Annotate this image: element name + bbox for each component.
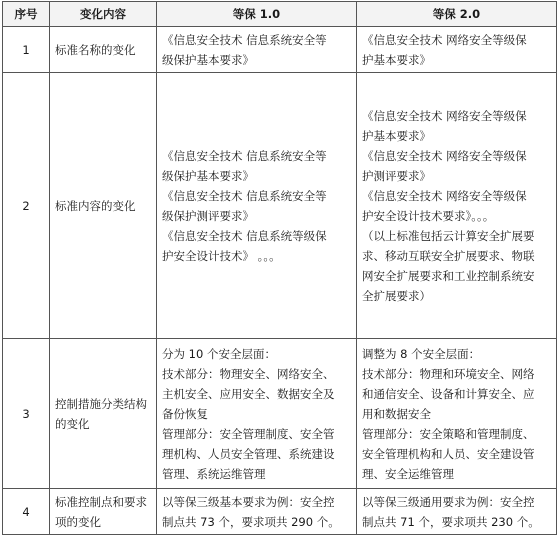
v2-line: 全扩展要求） — [362, 288, 431, 303]
v2-line: 《信息安全技术 网络安全等级保 — [362, 188, 527, 203]
v2-line: 和通信安全、设备和计算安全、应 — [362, 386, 535, 401]
row-number: 3 — [3, 339, 50, 489]
v2-line: 网安全扩展要求和工业控制系统安 — [362, 268, 535, 283]
v1-line: 分为 10 个安全层面： — [162, 346, 276, 361]
v2-cell — [357, 27, 557, 73]
v2-line: 管理部分：安全策略和管理制度、 — [362, 426, 535, 441]
v1-line: 理机构、人员安全管理、系统建设 — [162, 446, 335, 461]
header-item: 变化内容 — [50, 2, 157, 27]
change-item: 标准名称的变化 — [50, 27, 157, 73]
header-no: 序号 — [3, 2, 50, 27]
v1-cell — [157, 339, 357, 489]
v2-cell — [357, 339, 557, 489]
header-v2: 等保 2.0 — [357, 2, 557, 27]
v2-line: 护测评要求》 — [362, 168, 431, 183]
v2-line: 求、移动互联安全扩展要求、物联 — [362, 248, 535, 263]
v2-line: 理、安全运维管理 — [362, 466, 454, 481]
v2-cell — [357, 489, 557, 535]
v1-line: 级保护测评要求》 — [162, 208, 254, 223]
v1-line: 制点共 73 个，要求项共 290 个。 — [162, 514, 340, 529]
v1-line: 备份恢复 — [162, 406, 208, 421]
v1-cell — [157, 73, 357, 339]
v2-line: 护基本要求》 — [362, 128, 431, 143]
v2-line: 安全管理机构和人员、安全建设管 — [362, 446, 535, 461]
change-item: 标准控制点和要求项的变化 — [50, 489, 157, 535]
change-item: 控制措施分类结构的变化 — [50, 339, 157, 489]
v1-line: 《信息安全技术 信息系统安全等 — [162, 32, 327, 47]
v1-line: 主机安全、应用安全、数据安全及 — [162, 386, 335, 401]
comparison-table — [2, 1, 557, 535]
v1-cell — [157, 489, 357, 535]
v2-line: 制点共 71 个，要求项共 230 个。 — [362, 514, 540, 529]
v1-line: 管理、系统运维管理 — [162, 466, 266, 481]
header-row — [3, 2, 557, 27]
v1-line: 《信息安全技术 信息系统安全等 — [162, 188, 327, 203]
v2-line: 调整为 8 个安全层面： — [362, 346, 481, 361]
v1-line: 级保护基本要求》 — [162, 168, 254, 183]
row-number: 4 — [3, 489, 50, 535]
table-row — [3, 73, 557, 339]
v1-line: 管理部分：安全管理制度、安全管 — [162, 426, 335, 441]
v1-line: 《信息安全技术 信息系统安全等 — [162, 148, 327, 163]
v1-line: 级保护基本要求》 — [162, 52, 254, 67]
table-row — [3, 489, 557, 535]
table-row — [3, 27, 557, 73]
v1-line: 以等保三级基本要求为例：安全控 — [162, 494, 335, 509]
header-v1: 等保 1.0 — [157, 2, 357, 27]
v2-line: （以上标准包括云计算安全扩展要 — [362, 228, 535, 243]
table-row — [3, 339, 557, 489]
change-item: 标准内容的变化 — [50, 73, 157, 339]
v2-line: 《信息安全技术 网络安全等级保 — [362, 32, 527, 47]
v2-line: 技术部分：物理和环境安全、网络 — [362, 366, 535, 381]
v2-line: 护安全设计技术要求》。。。 — [362, 208, 495, 223]
v2-line: 《信息安全技术 网络安全等级保 — [362, 108, 527, 123]
v2-line: 护基本要求》 — [362, 52, 431, 67]
v1-line: 《信息安全技术 信息系统等级保 — [162, 228, 327, 243]
v2-line: 《信息安全技术 网络安全等级保 — [362, 148, 527, 163]
row-number: 1 — [3, 27, 50, 73]
v1-line: 护安全设计技术》 。。。 — [162, 248, 281, 263]
v2-line: 以等保三级通用要求为例：安全控 — [362, 494, 535, 509]
v2-line: 用和数据安全 — [362, 406, 431, 421]
v2-cell — [357, 73, 557, 339]
v1-line: 技术部分：物理安全、网络安全、 — [162, 366, 335, 381]
row-number: 2 — [3, 73, 50, 339]
v1-cell — [157, 27, 357, 73]
